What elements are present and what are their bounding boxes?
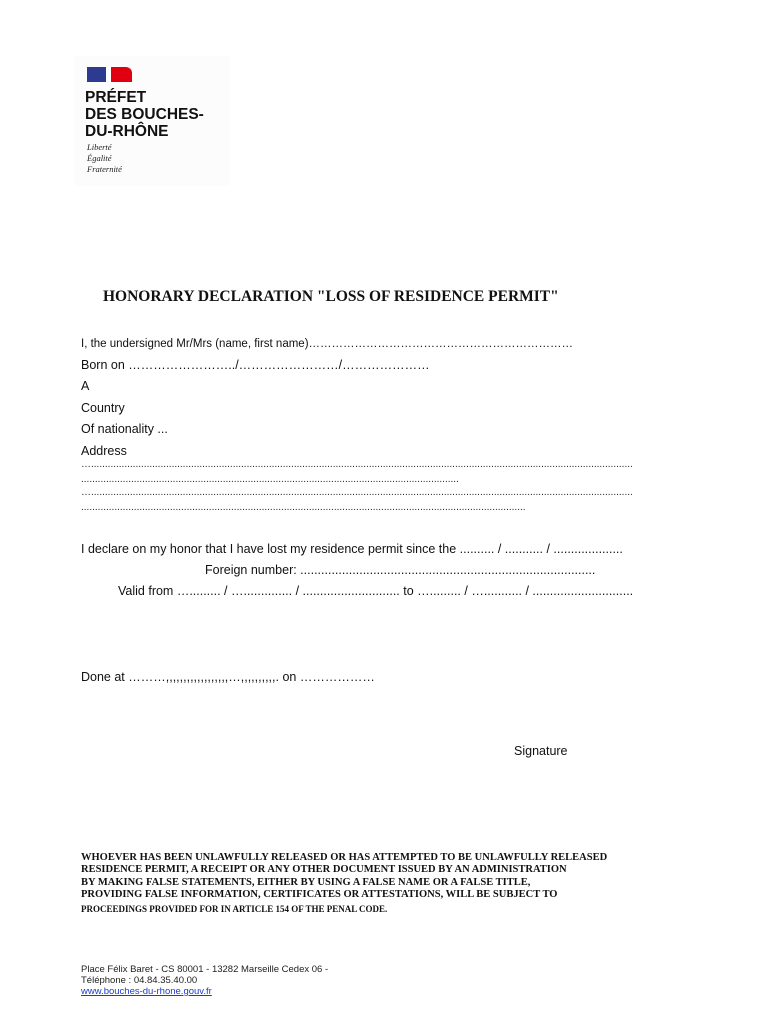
footer-phone: Téléphone : 04.84.35.40.00 [81,975,198,986]
motto-liberte: Liberté [87,142,112,152]
prefecture-logo [74,56,230,186]
undersigned-field[interactable]: I, the undersigned Mr/Mrs (name, first name)…………………………………………………………… [81,338,574,350]
motto-fraternite: Fraternité [87,164,122,174]
warning-line-4: PROVIDING FALSE INFORMATION, CERTIFICATES OR ATTESTATIONS, WILL BE SUBJECT TO [81,889,558,900]
valid-dates-field[interactable]: Valid from …......... / ….............. / ............................ to …......... / …........... / ............................. [118,584,634,598]
website-link-text[interactable]: www.bouches-du-rhone.gouv.fr [81,986,212,997]
warning-line-3: BY MAKING FALSE STATEMENTS, EITHER BY USING A FALSE NAME OR A FALSE TITLE, [81,877,531,888]
born-on-field[interactable]: Born on ……………………../……………………/………………… [81,358,430,372]
address-line-1[interactable]: …................................................................................................................................................................................................... [81,459,633,470]
warning-line-1: WHOEVER HAS BEEN UNLAWFULLY RELEASED OR HAS ATTEMPTED TO BE UNLAWFULLY RELEASED [81,852,608,863]
done-at-field[interactable]: Done at ………,,,,,,,,,,,,,,,,,,…,,,,,,,,,,. on ……………… [81,670,375,684]
address-line-3[interactable]: …................................................................................................................................................................................................... [81,487,633,498]
nationality-field[interactable]: Of nationality ... [81,422,168,436]
document-title: HONORARY DECLARATION "LOSS OF RESIDENCE PERMIT" [103,288,559,305]
birthplace-field[interactable]: A [81,379,90,393]
motto-egalite: Égalité [87,153,112,163]
logo-line-2: DES BOUCHES- [85,106,204,123]
footer-website-link[interactable] [81,986,212,997]
foreign-number-field[interactable]: Foreign number: ..................................................................................... [205,563,596,577]
marianne-flag-icon [87,67,132,82]
footer-address: Place Félix Baret - CS 80001 - 13282 Marseille Cedex 06 - [81,964,329,975]
logo-line-1: PRÉFET [85,89,147,106]
warning-line-2: RESIDENCE PERMIT, A RECEIPT OR ANY OTHER DOCUMENT ISSUED BY AN ADMINISTRATION [81,864,567,875]
logo-line-3: DU-RHÔNE [85,123,169,140]
address-line-4[interactable]: ................................................................................................................................................................ [81,502,526,513]
warning-line-5: PROCEEDINGS PROVIDED FOR IN ARTICLE 154 OF THE PENAL CODE. [81,904,388,914]
country-field[interactable]: Country [81,401,125,415]
address-label: Address [81,444,127,458]
address-line-2[interactable]: ........................................................................................................................................ [81,474,459,485]
loss-date-field[interactable]: I declare on my honor that I have lost my residence permit since the .......... / ........... / .................... [81,542,623,556]
signature-label: Signature [514,744,568,758]
